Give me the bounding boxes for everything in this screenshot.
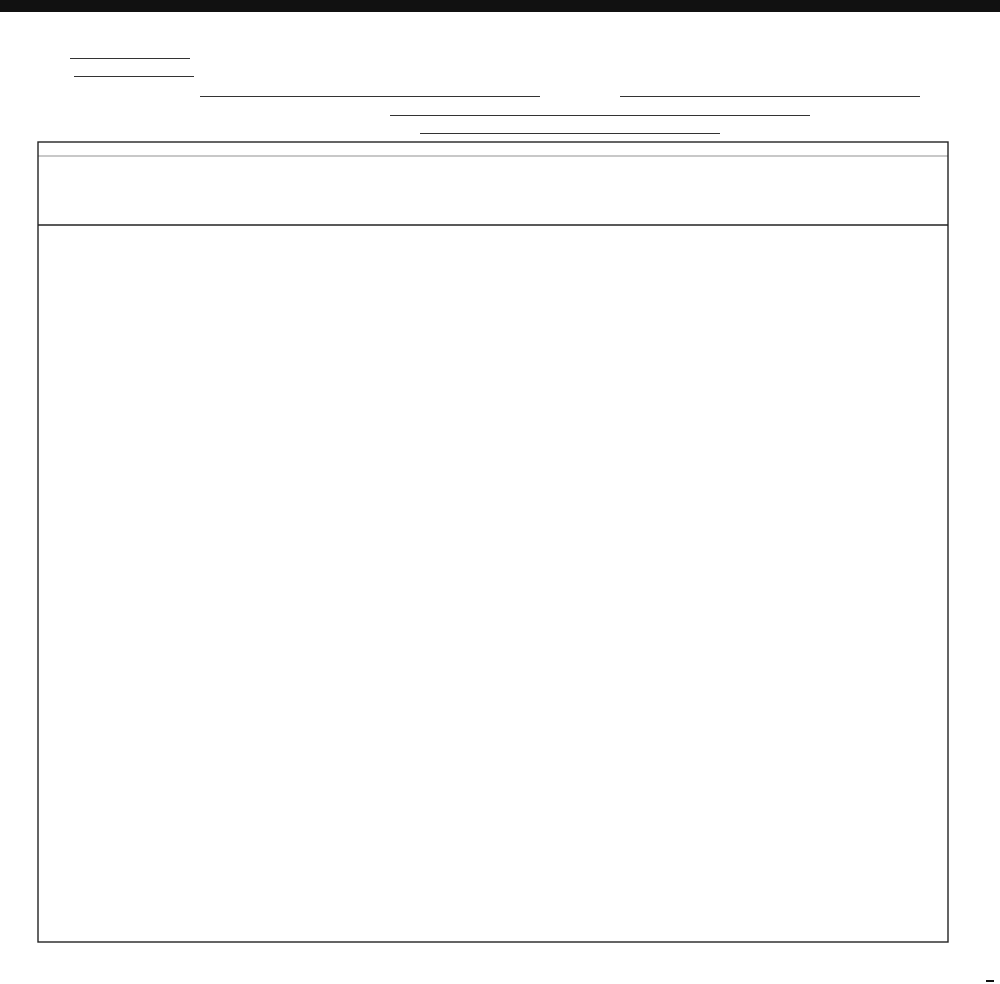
copyright-notice xyxy=(986,980,994,982)
